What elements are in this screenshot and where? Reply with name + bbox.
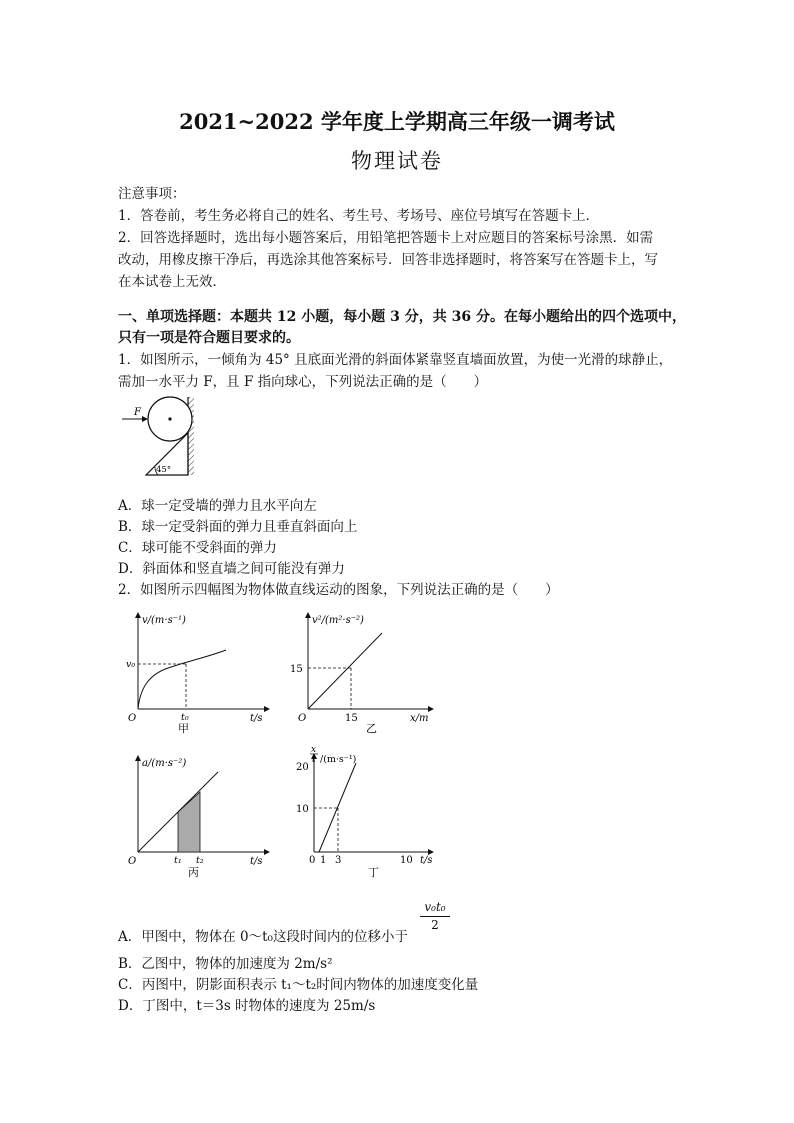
exam-title: 2021~2022 学年度上学期高三年级一调考试 xyxy=(179,109,615,134)
y-tick-v0: v₀ xyxy=(126,659,136,670)
q1-stem-line-2: 需加一水平力 F，且 F 指向球心，下列说法正确的是（ ） xyxy=(118,374,488,390)
y-tick-10: 10 xyxy=(296,804,309,815)
notice-item-1: 1．答卷前，考生务必将自己的姓名、考生号、考场号、座位号填写在答题卡上． xyxy=(118,208,600,224)
q2-option-c: C．丙图中，阴影面积表示 t₁～t₂时间内物体的加速度变化量 xyxy=(118,977,479,993)
x-label: x/m xyxy=(410,713,429,724)
caption: 丁 xyxy=(368,866,379,879)
origin: O xyxy=(128,856,137,867)
q2-option-b: B．乙图中，物体的加速度为 2m/s² xyxy=(118,956,333,972)
x-tick-3: 3 xyxy=(335,855,342,866)
force-label: F xyxy=(134,407,141,418)
x-tick-15: 15 xyxy=(345,713,358,724)
q1-option-c: C．球可能不受斜面的弹力 xyxy=(118,540,277,556)
x-axis-arrow xyxy=(264,849,270,855)
notice-heading: 注意事项： xyxy=(118,186,186,202)
y-label: v²/(m²·s⁻²) xyxy=(312,615,364,626)
y-tick-20: 20 xyxy=(296,762,309,773)
graph-jia xyxy=(118,605,278,735)
graph-yi xyxy=(290,605,450,735)
y-label-denominator: t xyxy=(312,755,316,765)
y-label-numerator: x xyxy=(311,745,317,755)
x-label: t/s xyxy=(250,713,263,724)
x-tick-t1: t₁ xyxy=(174,855,182,866)
notice-item-2-line-1: 2．回答选择题时，选出每小题答案后，用铅笔把答题卡上对应题目的答案标号涂黑．如需 xyxy=(118,230,654,246)
caption: 丙 xyxy=(188,866,199,879)
x-tick-0: 0 xyxy=(309,855,316,866)
y-tick-15: 15 xyxy=(290,664,303,675)
section-heading-line-1: 一、单项选择题：本题共 12 小题，每小题 3 分，共 36 分。在每小题给出的四个选项中， xyxy=(118,309,686,325)
y-axis-arrow xyxy=(135,612,141,618)
section-heading-line-2: 只有一项是符合题目要求的。 xyxy=(118,330,300,346)
y-label: v/(m·s⁻¹) xyxy=(142,615,186,626)
y-axis-arrow xyxy=(305,612,311,618)
q1-option-b: B．球一定受斜面的弹力且垂直斜面向上 xyxy=(118,519,358,535)
x-tick-1: 1 xyxy=(320,855,327,866)
y-axis-arrow xyxy=(135,755,141,761)
q2-option-a-fraction xyxy=(420,900,450,932)
notice-item-2-line-2: 改动，用橡皮擦干净后，再选涂其他答案标号．回答非选择题时，将答案写在答题卡上，写 xyxy=(118,252,658,268)
origin: O xyxy=(298,713,307,724)
x-tick-t2: t₂ xyxy=(196,855,204,866)
notice-item-2-line-3: 在本试卷上无效． xyxy=(118,274,226,290)
x-axis-arrow xyxy=(428,706,434,712)
q1-option-d: D．斜面体和竖直墙之间可能没有弹力 xyxy=(118,561,345,577)
x-label: t/s xyxy=(420,855,433,866)
x-tick-t0: t₀ xyxy=(181,712,189,723)
angle-label: 45° xyxy=(156,465,172,475)
graph-ding xyxy=(290,742,450,880)
origin: O xyxy=(128,713,137,724)
force-arrowhead xyxy=(142,416,148,422)
fraction-denominator: 2 xyxy=(420,916,450,932)
x-label: t/s xyxy=(250,856,263,867)
q1-stem-line-1: 1．如图所示，一倾角为 45° 且底面光滑的斜面体紧靠竖直墙面放置，为使一光滑的球静止， xyxy=(118,352,673,368)
q2-option-d: D．丁图中，t＝3s 时物体的速度为 25m/s xyxy=(118,998,376,1014)
caption: 甲 xyxy=(178,722,189,735)
q1-figure xyxy=(118,395,204,479)
graph-bing xyxy=(118,748,278,880)
q2-option-a: A．甲图中，物体在 0～t₀这段时间内的位移小于 xyxy=(118,929,408,945)
v2-x-line xyxy=(308,633,382,709)
ball-center xyxy=(168,417,171,420)
x-axis-arrow xyxy=(264,706,270,712)
x-tick-10: 10 xyxy=(400,855,413,866)
v-t-curve xyxy=(138,650,226,709)
q2-stem: 2．如图所示四幅图为物体做直线运动的图象，下列说法正确的是（ ） xyxy=(118,582,559,598)
exam-subtitle: 物理试卷 xyxy=(351,149,443,173)
fraction-numerator: v₀t₀ xyxy=(424,900,446,914)
y-label-unit: /(m·s⁻¹) xyxy=(320,754,357,765)
x-over-t-line xyxy=(319,763,356,852)
q1-option-a: A．球一定受墙的弹力且水平向左 xyxy=(118,498,317,514)
caption: 乙 xyxy=(366,722,377,735)
y-label: a/(m·s⁻²) xyxy=(142,758,187,769)
